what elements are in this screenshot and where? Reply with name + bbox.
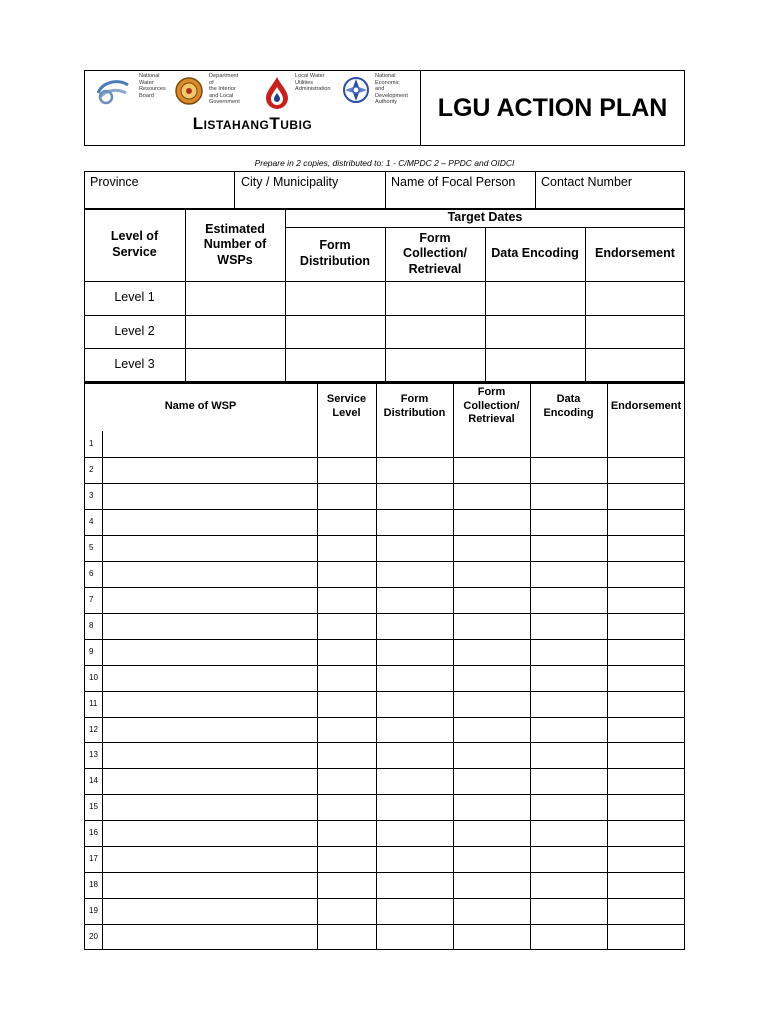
table-row[interactable] [102, 587, 685, 613]
wsp-form-collection-header: Form Collection/ Retrieval [463, 385, 520, 426]
lwua-drop-icon [263, 75, 291, 109]
target-dates-header: Target Dates [447, 210, 523, 225]
table-row[interactable] [102, 483, 685, 509]
level-of-service-header: Level of Service [110, 229, 159, 259]
row-number: 12 [89, 724, 98, 734]
dilg-seal-icon [175, 75, 203, 107]
wsp-name-header: Name of WSP [164, 399, 237, 412]
row-number: 1 [89, 439, 94, 448]
table-row[interactable] [102, 691, 685, 717]
row-number: 4 [89, 516, 94, 526]
table-row[interactable] [102, 924, 685, 950]
distribution-instruction: Prepare in 2 copies, distributed to: 1 - C/MPDC 2 – PPDC and OIDCI [254, 158, 515, 168]
wsp-data-encoding-header: Data Encoding [543, 392, 594, 419]
service-level-header: Service Level [326, 392, 367, 419]
table-row[interactable] [102, 768, 685, 794]
row-number: 18 [89, 880, 98, 890]
row-number: 3 [89, 490, 94, 500]
row-number: 6 [89, 568, 94, 578]
table-row[interactable] [102, 639, 685, 665]
table-row[interactable] [102, 431, 685, 457]
form-distribution-header: Form Distribution [299, 238, 371, 268]
nwrb-icon [95, 75, 131, 105]
nwrb-name: National Water Resources Board [139, 73, 166, 99]
neda-name: National Economic and Development Authority [375, 73, 408, 106]
wsp-endorsement-header: Endorsement [610, 399, 682, 412]
province-field[interactable]: Province [90, 175, 139, 189]
row-number: 5 [89, 542, 94, 552]
data-encoding-header: Data Encoding [491, 246, 579, 261]
row-number: 20 [89, 932, 98, 941]
table-row[interactable] [102, 794, 685, 820]
page-title: LGU ACTION PLAN [437, 93, 668, 122]
row-number: 11 [89, 698, 98, 708]
row-number: 9 [89, 646, 94, 656]
table-row[interactable] [102, 665, 685, 691]
row-number: 19 [89, 906, 98, 916]
estimated-wsps-header: Estimated Number of WSPs [203, 221, 267, 267]
row-number: 15 [89, 802, 98, 812]
endorsement-header: Endorsement [595, 246, 675, 261]
row-number: 17 [89, 854, 98, 864]
city-municipality-field[interactable]: City / Municipality [241, 175, 339, 189]
form-header [84, 70, 685, 146]
brand-name: ListahangTubig [192, 114, 313, 133]
table-row[interactable] [102, 613, 685, 639]
level-2-label: Level 2 [114, 323, 155, 338]
row-number: 8 [89, 620, 94, 630]
table-row[interactable] [102, 898, 685, 924]
focal-person-field[interactable]: Name of Focal Person [391, 175, 516, 189]
row-number: 16 [89, 828, 98, 838]
neda-seal-icon [341, 75, 371, 107]
wsp-form-distribution-header: Form Distribution [383, 392, 446, 419]
level-3-label: Level 3 [114, 357, 155, 372]
table-row[interactable] [102, 457, 685, 483]
lwua-name: Local Water Utilities Administration [295, 73, 331, 93]
row-number: 7 [89, 594, 94, 604]
table-row[interactable] [102, 846, 685, 872]
table-row[interactable] [102, 742, 685, 768]
row-number: 10 [89, 672, 98, 682]
contact-number-field[interactable]: Contact Number [541, 175, 633, 189]
table-row[interactable] [102, 872, 685, 898]
table-row[interactable] [102, 509, 685, 535]
table-row[interactable] [102, 561, 685, 587]
row-number: 2 [89, 464, 94, 474]
table-row[interactable] [102, 820, 685, 846]
dilg-name: Department of the Interior and Local Government [209, 73, 240, 106]
info-divider [535, 171, 536, 209]
info-divider [385, 171, 386, 209]
row-number: 14 [89, 776, 98, 786]
agency-logos [93, 73, 418, 113]
form-collection-header: Form Collection/ Retrieval [403, 230, 467, 276]
table-row[interactable] [102, 717, 685, 743]
info-divider [234, 171, 235, 209]
row-number: 13 [89, 750, 98, 760]
table-row[interactable] [102, 535, 685, 561]
level-1-label: Level 1 [114, 290, 155, 305]
